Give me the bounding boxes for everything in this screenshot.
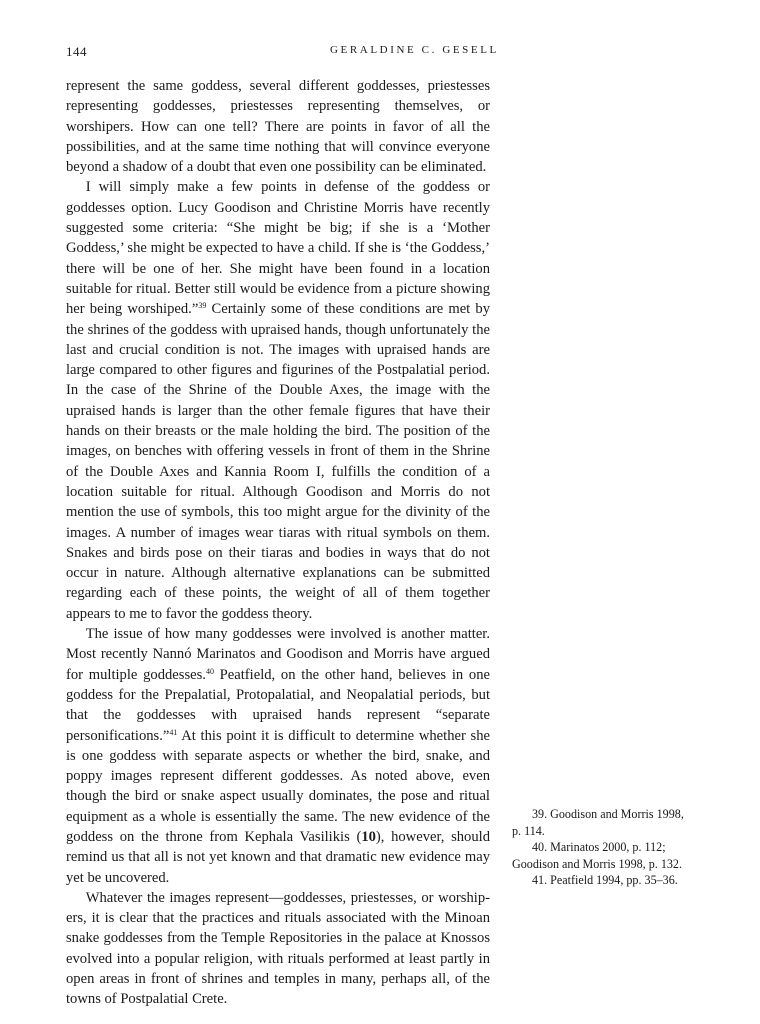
figure-reference[interactable]: 10 [361,828,376,845]
paragraph-3-text-c: At this point it is difficult to determine whether she is one goddess with separate aspects or whether the bird, snake, and poppy images represent different goddesses. As noted above, even though the bird or snake aspect usually dominates, the pose and ritual equipment as a whole is essentially the same. The new evidence of the goddess on the throne from Kephala Vasilikis ( [66,727,490,845]
footnote-39-line-2: p. 114. [512,823,545,838]
paragraph-2-text-a: I will simply make a few points in defense of the goddess or goddesses option. Lucy Goodison and Christine Morris have recently suggested some criteria: “She might be big; if she is a ‘Mother Goddess,’ she might be expected to have a child. If she is ‘the Goddess,’ there will be one of her. She might have been found in a location suitable for ritual. Better still would be evidence from a picture showing her being worshiped.” [66,179,490,318]
footnotes [512,806,702,889]
footnote-40 [512,839,702,872]
footnote-ref-39[interactable]: 39 [198,301,207,311]
footnote-39 [512,806,702,839]
paragraph-2-text-b: Certainly some of these conditions are met by the shrines of the goddess with upraised hands, though unfortunately the last and crucial condition is not. The images with upraised hands are large compared to other figures and figurines of the Postpalatial period. In the case of the Shrine of the Double Axes, the image with the upraised hands is larger than the other female figures that have their hands on their breasts or the male holding the bird. The position of the images, on benches with offering vessels in front of them in the Shrine of the Double Axes and Kannia Room I, fulfills the condition of a location suitable for ritual. Although Goodison and Morris do not mention the use of symbols, this too might argue for the divinity of the images. A number of images wear tiaras with ritual symbols on them. Snakes and birds pose on their tiaras and bodies in ways that do not occur in nature. Although alternative explanations can be submitted regarding each of these points, the weight of all of them together appears to me to favor the goddess theory. [66,301,490,622]
paragraph-3-text-d: ), however, should remind us that all is not yet known and that dramatic new evidence may yet be uncovered. [66,828,490,886]
paragraph-4: Whatever the images represent—goddesses, priestesses, or worshipers, it is clear that the practices and rituals associated with the Minoan snake goddesses from the Temple Repositories in the palace at Knossos evolved into a popular religion, with rituals performed at least partly in open areas in front of shrines and temples in many, perhaps all, of the towns of Postpalatial Crete. [66,889,490,1008]
footnote-ref-40[interactable]: 40 [205,666,214,676]
footnote-40-line-2: Goodison and Morris 1998, p. 132. [512,856,682,871]
paragraph-1: represent the same goddess, several different goddesses, priestesses representing goddesses, priestesses representing themselves, or worshipers. How can one tell? There are points in favor of all the possibilities, and at the same time nothing that will convince everyone beyond a shadow of a doubt that even one possibility can be eliminated. [66,78,490,176]
paragraph-3-text-a: The issue of how many goddesses were involved is another matter. Most recently Nannó Marinatos and Goodison and Morris have argued for multiple goddesses. [66,626,490,683]
footnote-41-line-1: 41. Peatfield 1994, pp. 35–36. [532,873,678,888]
paragraph-3 [66,624,490,888]
paragraph-2 [66,177,490,624]
footnote-41 [512,872,702,889]
page-number: 144 [66,44,87,59]
footnote-ref-41[interactable]: 41 [169,727,178,737]
footnote-40-line-1: 40. Marinatos 2000, p. 112; [532,840,666,855]
paragraph-3-text-b: Peatfield, on the other hand, believes in one goddess for the Prepalatial, Protopalatial, and Neopalatial periods, but that the goddesses with upraised hands represent “separate personifications.” [66,666,490,744]
footnote-39-line-1: 39. Goodison and Morris 1998, [532,807,684,821]
main-text-column [66,76,490,1010]
running-head-author: GERALDINE C. GESELL [330,44,499,56]
